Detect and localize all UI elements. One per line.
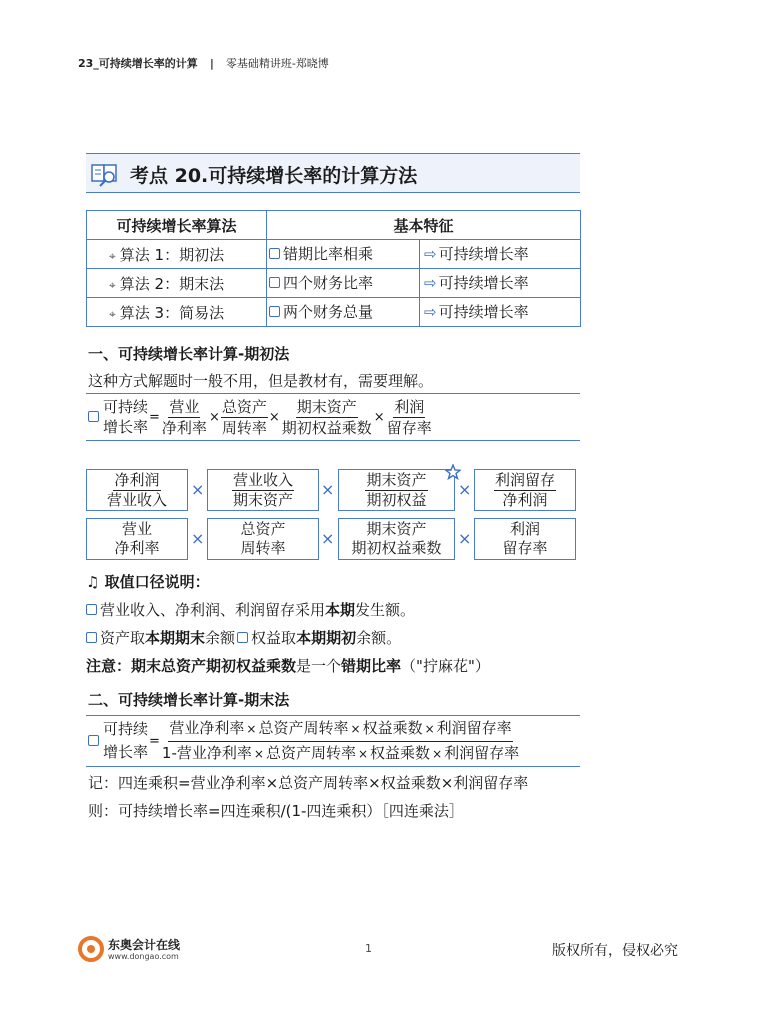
formula-term: $\frac{\text{总资产}}{\text{周转率}}$: [221, 397, 267, 437]
checkbox-square-icon: [237, 632, 248, 643]
formula-fraction: $\frac{\text{营业净利率 × 总资产周转率 × 权益乘数 × 利润留存率}}{\text{1-营业净利率 × 总资产周转率 × 权益乘数 × 利润留存率}}$: [161, 718, 520, 762]
formula-lhs: 可持续 增长率: [103, 720, 149, 761]
table-header: 可持续增长率算法: [87, 211, 267, 240]
formula-closing-method: 可持续 增长率 = $\frac{\text{营业净利率 × 总资产周转率 × 权益乘数 × 利润留存率}}{\text{1-营业净利率 × 总资产周转率 × 权益乘数 × 利润留存率}}$: [86, 715, 580, 767]
method-cell: ⌖ 算法 2：期末法: [87, 269, 267, 298]
ratio-box: $\frac{\text{利润留存}}{\text{净利润}}$: [474, 469, 576, 511]
note-line: 营业收入、净利润、利润留存采用本期发生额。: [86, 599, 415, 620]
ratio-box: $\frac{\text{期末资产}}{\text{期初权益}}$: [338, 469, 455, 511]
topic-title-box: [86, 153, 580, 193]
times-sign: ×: [191, 529, 205, 548]
ratio-name-box: 期末资产 期初权益乘数: [338, 518, 455, 560]
times-sign: ×: [321, 480, 335, 499]
crosshair-icon: ⌖: [109, 306, 116, 321]
checkbox-square-icon: [269, 277, 280, 288]
dongao-logo: 东奥会计在线 www.dongao.com: [78, 932, 188, 970]
note-line: 则：可持续增长率=四连乘积/(1-四连乘积）［四连乘法］: [88, 802, 464, 820]
feature-cell: 四个财务比率 ⇨ 可持续增长率: [267, 269, 581, 298]
times-sign: ×: [458, 480, 472, 499]
table-row: [87, 269, 581, 298]
arrow-right-icon: ⇨: [424, 303, 437, 321]
note-line: 记：四连乘积=营业净利率×总资产周转率×权益乘数×利润留存率: [88, 774, 529, 792]
method-cell: ⌖ 算法 3：简易法: [87, 298, 267, 327]
checkbox-square-icon: [86, 604, 97, 615]
ratio-box: $\frac{\text{净利润}}{\text{营业收入}}$: [86, 469, 188, 511]
times-sign: ×: [321, 529, 335, 548]
formula-term: $\frac{\text{期末资产}}{\text{期初权益乘数}}$: [281, 397, 372, 437]
method-cell: ⌖ 算法 1：期初法: [87, 240, 267, 269]
table-row: [87, 240, 581, 269]
formula-term: $\frac{\text{利润}}{\text{留存率}}$: [386, 397, 432, 437]
times-sign: ×: [458, 529, 472, 548]
note-line: 资产取本期期末余额 权益取本期期初余额。: [86, 627, 401, 648]
ratio-name-box: 利润 留存率: [474, 518, 576, 560]
formula-term: $\frac{\text{营业}}{\text{净利率}}$: [161, 397, 207, 437]
logo-mark-icon: [78, 936, 104, 962]
course-name: 零基础精讲班-郑晓博: [225, 57, 329, 70]
checkbox-square-icon: [88, 735, 99, 746]
checkbox-square-icon: [86, 632, 97, 643]
formula-lhs: 可持续 增长率: [103, 398, 149, 436]
feature-cell: 两个财务总量 ⇨ 可持续增长率: [267, 298, 581, 327]
table-header: 基本特征: [267, 211, 581, 240]
formula-opening-method: 可持续 增长率 = $\frac{\text{营业}}{\text{净利率}}$ × $\frac{\text{总资产}}{\text{周转率}}$ × $\frac{\text{期末资产}}{\text{期初权益乘数}}$ × $\frac{\text{利润}}{\text{留存率}}$: [86, 393, 580, 441]
checkbox-square-icon: [269, 306, 280, 317]
checkbox-square-icon: [269, 248, 280, 259]
ratio-name-box: 营业 净利率: [86, 518, 188, 560]
copyright-notice: 版权所有，侵权必究: [552, 943, 678, 959]
crosshair-icon: ⌖: [109, 248, 116, 263]
chapter-title: 23_可持续增长率的计算: [78, 57, 198, 70]
notes-heading: ♫ 取值口径说明：: [86, 573, 210, 591]
book-magnifier-icon: [90, 159, 120, 189]
times-sign: ×: [191, 480, 205, 499]
section1-heading: 一、可持续增长率计算-期初法: [88, 345, 290, 363]
page-number: 1: [365, 942, 372, 955]
section1-intro: 这种方式解题时一般不用，但是教材有，需要理解。: [88, 372, 434, 390]
methods-table: [86, 210, 581, 327]
table-row: [87, 298, 581, 327]
feature-cell: 错期比率相乘 ⇨ 可持续增长率: [267, 240, 581, 269]
page-header: [78, 55, 329, 71]
crosshair-icon: ⌖: [109, 277, 116, 292]
table-header-row: [87, 211, 581, 240]
arrow-right-icon: ⇨: [424, 274, 437, 292]
topic-title: 考点 20.可持续增长率的计算方法: [130, 165, 418, 187]
attention-line: 注意：期末总资产期初权益乘数是一个错期比率（"拧麻花"）: [86, 657, 490, 675]
star-icon: [445, 464, 461, 480]
section2-heading: 二、可持续增长率计算-期末法: [88, 691, 290, 709]
arrow-right-icon: ⇨: [424, 245, 437, 263]
header-separator: |: [209, 57, 214, 70]
checkbox-square-icon: [88, 411, 99, 422]
ratio-name-box: 总资产 周转率: [207, 518, 319, 560]
ratio-box: $\frac{\text{营业收入}}{\text{期末资产}}$: [207, 469, 319, 511]
